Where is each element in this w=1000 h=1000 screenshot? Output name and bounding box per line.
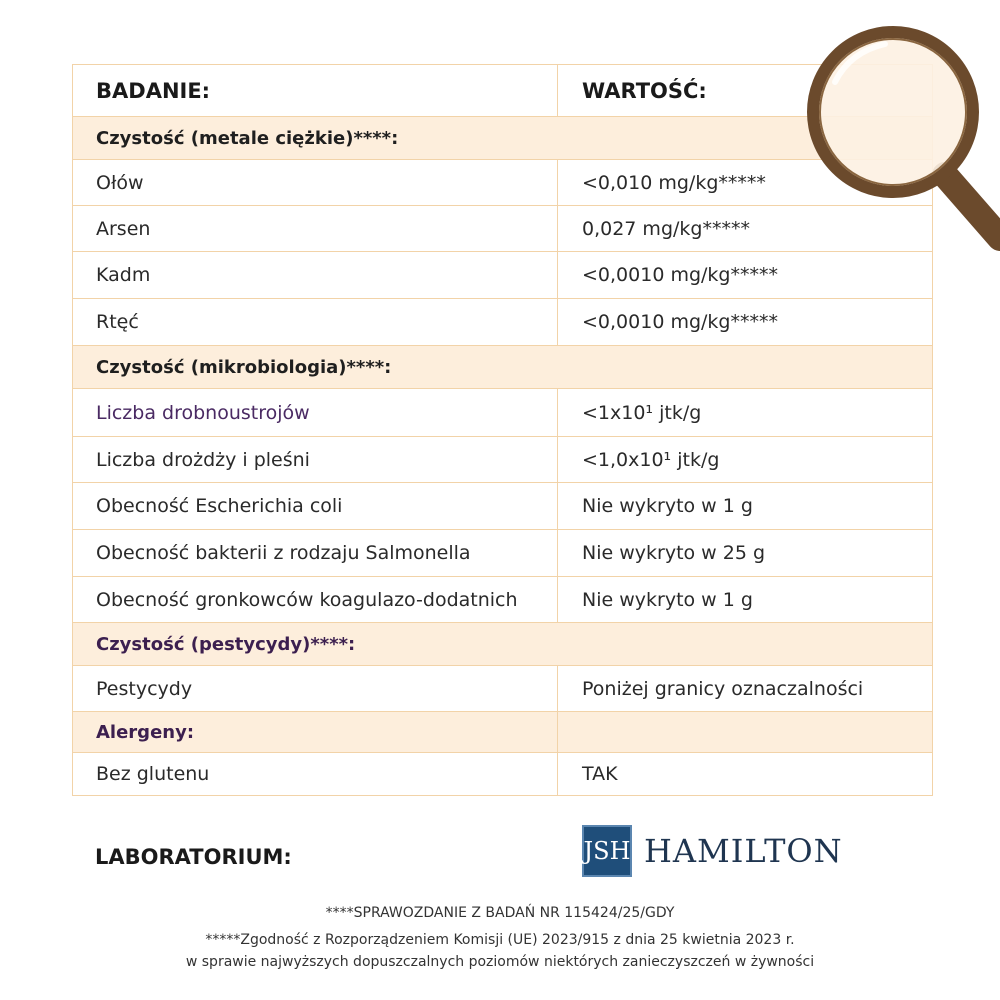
row-name: Liczba drożdży i pleśni	[73, 437, 558, 482]
row-value: <1x10¹ jtk/g	[582, 401, 702, 424]
table-row	[73, 388, 932, 436]
row-name: Ołów	[73, 160, 558, 205]
section-title: Czystość (metale ciężkie)****:	[96, 127, 399, 149]
footnote-report: ****SPRAWOZDANIE Z BADAŃ NR 115424/25/GDY	[325, 905, 675, 921]
row-name: Pestycydy	[73, 666, 558, 711]
row-value: TAK	[582, 763, 618, 785]
table-row	[73, 529, 932, 576]
table-row	[73, 159, 932, 205]
table-row	[73, 752, 932, 795]
section-metals	[73, 116, 932, 159]
row-value: <1,0x10¹ jtk/g	[582, 448, 720, 471]
section-empty	[558, 712, 932, 752]
section-micro	[73, 345, 932, 388]
footnote-regulation-continued: w sprawie najwyższych dopuszczalnych poziomów niektórych zanieczyszczeń w żywności	[185, 954, 815, 970]
row-value: <0,0010 mg/kg*****	[582, 311, 778, 333]
row-value: <0,010 mg/kg*****	[582, 171, 766, 194]
logo-name: HAMILTON	[644, 832, 843, 870]
table-row	[73, 298, 932, 345]
table-row	[73, 251, 932, 298]
table-row	[73, 205, 932, 251]
section-pesticides	[73, 622, 932, 665]
section-title: Czystość (mikrobiologia)****:	[96, 356, 392, 378]
table-row	[73, 482, 932, 529]
row-name: Bez glutenu	[73, 753, 558, 795]
laboratory-label: LABORATORIUM:	[95, 845, 292, 869]
row-value: Nie wykryto w 1 g	[582, 495, 753, 517]
row-value: Poniżej granicy oznaczalności	[582, 677, 864, 700]
row-name: Liczba drobnoustrojów	[73, 389, 558, 436]
row-name: Obecność bakterii z rodzaju Salmonella	[73, 530, 558, 576]
row-name: Rtęć	[73, 299, 558, 345]
footnote-regulation: *****Zgodność z Rozporządzeniem Komisji (UE) 2023/915 z dnia 25 kwietnia 2023 r.	[205, 932, 795, 948]
row-value: 0,027 mg/kg*****	[582, 217, 750, 240]
row-value: Nie wykryto w 1 g	[582, 588, 753, 611]
lab-results-table	[72, 64, 933, 796]
logo-mark: JSH	[582, 825, 632, 877]
section-title: Alergeny:	[73, 712, 558, 752]
row-name: Arsen	[73, 206, 558, 251]
table-row	[73, 576, 932, 622]
header-value: WARTOŚĆ:	[582, 78, 707, 103]
table-row	[73, 436, 932, 482]
table-header	[73, 65, 932, 116]
row-name: Kadm	[73, 252, 558, 298]
row-value: <0,0010 mg/kg*****	[582, 264, 778, 286]
row-name: Obecność gronkowców koagulazo-dodatnich	[73, 577, 558, 622]
row-value: Nie wykryto w 25 g	[582, 542, 766, 564]
section-allergens	[73, 711, 932, 752]
table-row	[73, 665, 932, 711]
header-test: BADANIE:	[73, 65, 558, 116]
hamilton-logo	[582, 825, 843, 877]
row-name: Obecność Escherichia coli	[73, 483, 558, 529]
section-title: Czystość (pestycydy)****:	[96, 633, 356, 655]
